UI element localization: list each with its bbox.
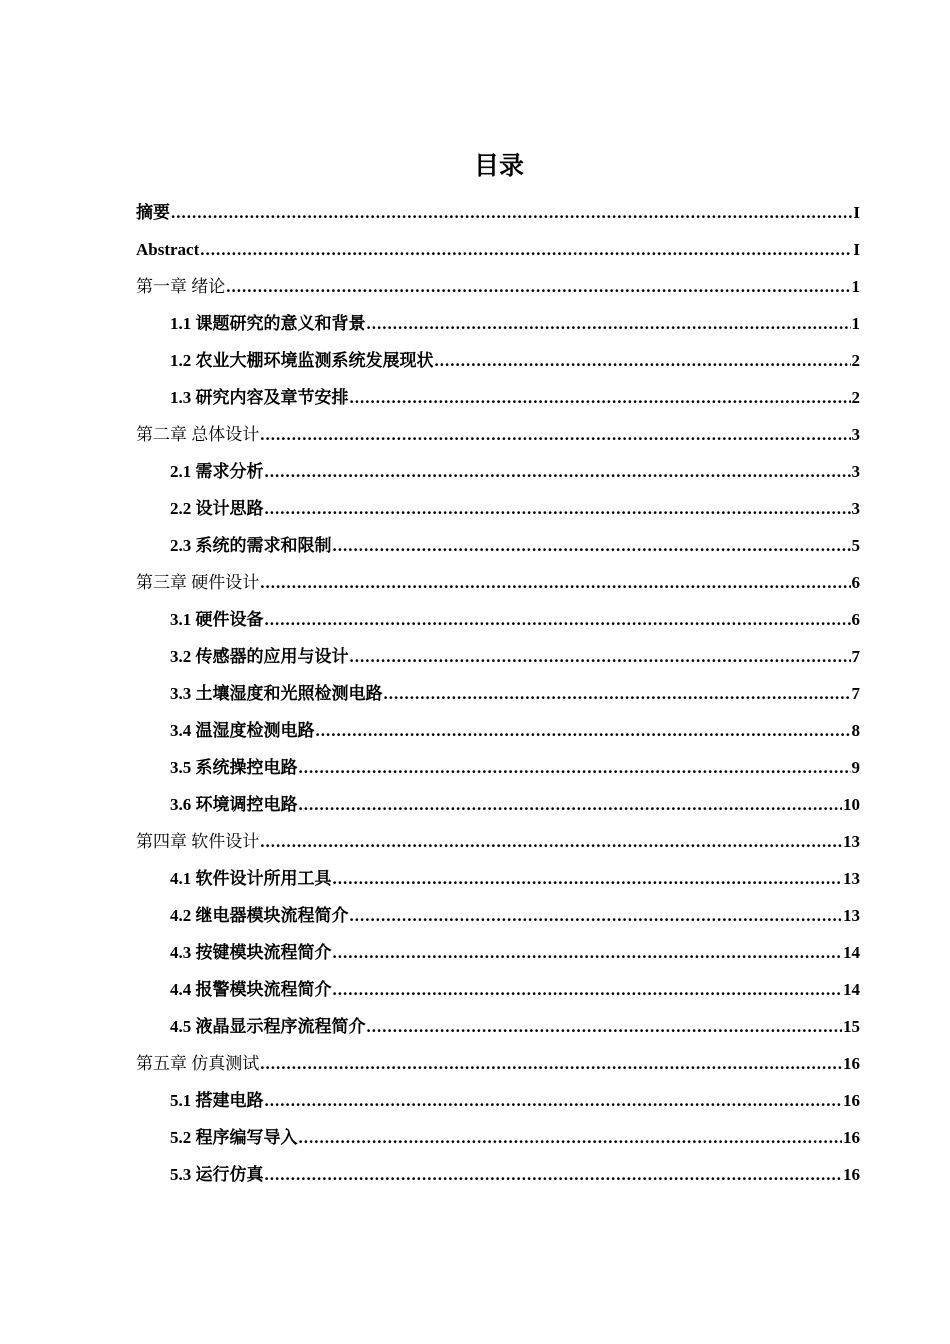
dot-leader	[333, 977, 843, 1003]
toc-entry-label: 4.5 液晶显示程序流程简介	[170, 1017, 366, 1036]
dot-leader	[299, 1125, 843, 1151]
toc-entry[interactable]	[136, 644, 860, 681]
toc-page-number: 5	[851, 536, 860, 555]
toc-entry[interactable]	[136, 903, 860, 940]
toc-entry-label: 3.5 系统操控电路	[170, 758, 298, 777]
toc-entry[interactable]	[136, 1088, 860, 1125]
dot-leader	[299, 792, 843, 818]
toc-entry-label: 2.1 需求分析	[170, 462, 264, 481]
toc-entry[interactable]	[136, 237, 860, 274]
toc-entry[interactable]	[136, 607, 860, 644]
dot-leader	[316, 718, 851, 744]
toc-entry[interactable]	[136, 348, 860, 385]
table-of-contents	[136, 200, 860, 1199]
dot-leader	[333, 866, 843, 892]
toc-page-number: 13	[843, 906, 860, 925]
toc-entry-label: 3.6 环境调控电路	[170, 795, 298, 814]
toc-entry[interactable]	[136, 829, 860, 866]
toc-entry-label: 第五章 仿真测试	[136, 1054, 260, 1073]
toc-entry[interactable]	[136, 866, 860, 903]
toc-entry[interactable]	[136, 755, 860, 792]
dot-leader	[260, 1051, 842, 1077]
toc-entry-label: 1.1 课题研究的意义和背景	[170, 314, 366, 333]
toc-entry-label: 第一章 绪论	[136, 277, 226, 296]
toc-entry-label: Abstract	[136, 240, 200, 259]
toc-page-number: 8	[851, 721, 860, 740]
toc-entry[interactable]	[136, 385, 860, 422]
toc-entry-label: 第三章 硬件设计	[136, 573, 260, 592]
toc-entry-label: 3.2 传感器的应用与设计	[170, 647, 349, 666]
dot-leader	[367, 311, 851, 337]
toc-entry-label: 4.4 报警模块流程简介	[170, 980, 332, 999]
toc-page-number: 7	[851, 647, 860, 666]
toc-page-number: 6	[851, 610, 860, 629]
toc-entry-label: 4.3 按键模块流程简介	[170, 943, 332, 962]
toc-entry[interactable]	[136, 459, 860, 496]
toc-entry[interactable]	[136, 1051, 860, 1088]
dot-leader	[200, 237, 852, 263]
dot-leader	[367, 1014, 843, 1040]
toc-page-number: 3	[851, 499, 860, 518]
toc-entry[interactable]	[136, 311, 860, 348]
toc-page-number: 9	[851, 758, 860, 777]
toc-page-number: 7	[851, 684, 860, 703]
toc-entry[interactable]	[136, 200, 860, 237]
toc-page-number: 2	[851, 351, 860, 370]
toc-entry[interactable]	[136, 1014, 860, 1051]
toc-entry-label: 3.3 土壤湿度和光照检测电路	[170, 684, 383, 703]
toc-page-number: 10	[843, 795, 860, 814]
toc-page-number: I	[853, 203, 860, 222]
dot-leader	[350, 644, 851, 670]
toc-entry[interactable]	[136, 792, 860, 829]
toc-page-number: 2	[851, 388, 860, 407]
toc-entry-label: 5.3 运行仿真	[170, 1165, 264, 1184]
dot-leader	[260, 570, 850, 596]
toc-entry[interactable]	[136, 1162, 860, 1199]
toc-page-number: 16	[843, 1054, 860, 1073]
dot-leader	[384, 681, 851, 707]
dot-leader	[265, 607, 851, 633]
toc-entry-label: 3.1 硬件设备	[170, 610, 264, 629]
toc-entry-label: 4.1 软件设计所用工具	[170, 869, 332, 888]
toc-page-number: 14	[843, 980, 860, 999]
toc-page-number: 16	[843, 1091, 860, 1110]
toc-entry[interactable]	[136, 496, 860, 533]
toc-entry[interactable]	[136, 1125, 860, 1162]
dot-leader	[299, 755, 851, 781]
toc-page-number: 3	[851, 462, 860, 481]
toc-entry-label: 1.3 研究内容及章节安排	[170, 388, 349, 407]
toc-entry[interactable]	[136, 718, 860, 755]
toc-page-number: 15	[843, 1017, 860, 1036]
toc-entry-label: 5.2 程序编写导入	[170, 1128, 298, 1147]
toc-page-number: 16	[843, 1128, 860, 1147]
toc-page-number: 1	[851, 314, 860, 333]
dot-leader	[260, 829, 842, 855]
toc-page-number: 1	[851, 277, 860, 296]
dot-leader	[265, 459, 851, 485]
toc-entry-label: 1.2 农业大棚环境监测系统发展现状	[170, 351, 434, 370]
toc-page-number: I	[853, 240, 860, 259]
toc-entry[interactable]	[136, 940, 860, 977]
toc-page-number: 13	[843, 869, 860, 888]
toc-entry-label: 2.2 设计思路	[170, 499, 264, 518]
toc-entry-label: 5.1 搭建电路	[170, 1091, 264, 1110]
toc-page-number: 3	[851, 425, 860, 444]
toc-entry-label: 3.4 温湿度检测电路	[170, 721, 315, 740]
dot-leader	[171, 200, 852, 226]
dot-leader	[333, 533, 851, 559]
dot-leader	[265, 1088, 843, 1114]
toc-entry-label: 第四章 软件设计	[136, 832, 260, 851]
dot-leader	[350, 903, 843, 929]
dot-leader	[333, 940, 843, 966]
dot-leader	[260, 422, 850, 448]
dot-leader	[226, 274, 850, 300]
toc-entry-label: 第二章 总体设计	[136, 425, 260, 444]
toc-page-number: 6	[851, 573, 860, 592]
toc-entry[interactable]	[136, 977, 860, 1014]
dot-leader	[265, 1162, 843, 1188]
toc-entry-label: 4.2 继电器模块流程简介	[170, 906, 349, 925]
toc-page-number: 14	[843, 943, 860, 962]
dot-leader	[350, 385, 851, 411]
page-title: 目录	[473, 153, 524, 180]
dot-leader	[265, 496, 851, 522]
toc-entry[interactable]	[136, 681, 860, 718]
toc-entry-label: 摘要	[136, 203, 170, 222]
toc-entry-label: 2.3 系统的需求和限制	[170, 536, 332, 555]
toc-entry[interactable]	[136, 533, 860, 570]
dot-leader	[435, 348, 851, 374]
toc-page-number: 13	[843, 832, 860, 851]
toc-page-number: 16	[843, 1165, 860, 1184]
toc-entry[interactable]	[136, 570, 860, 607]
toc-entry[interactable]	[136, 422, 860, 459]
toc-entry[interactable]	[136, 274, 860, 311]
